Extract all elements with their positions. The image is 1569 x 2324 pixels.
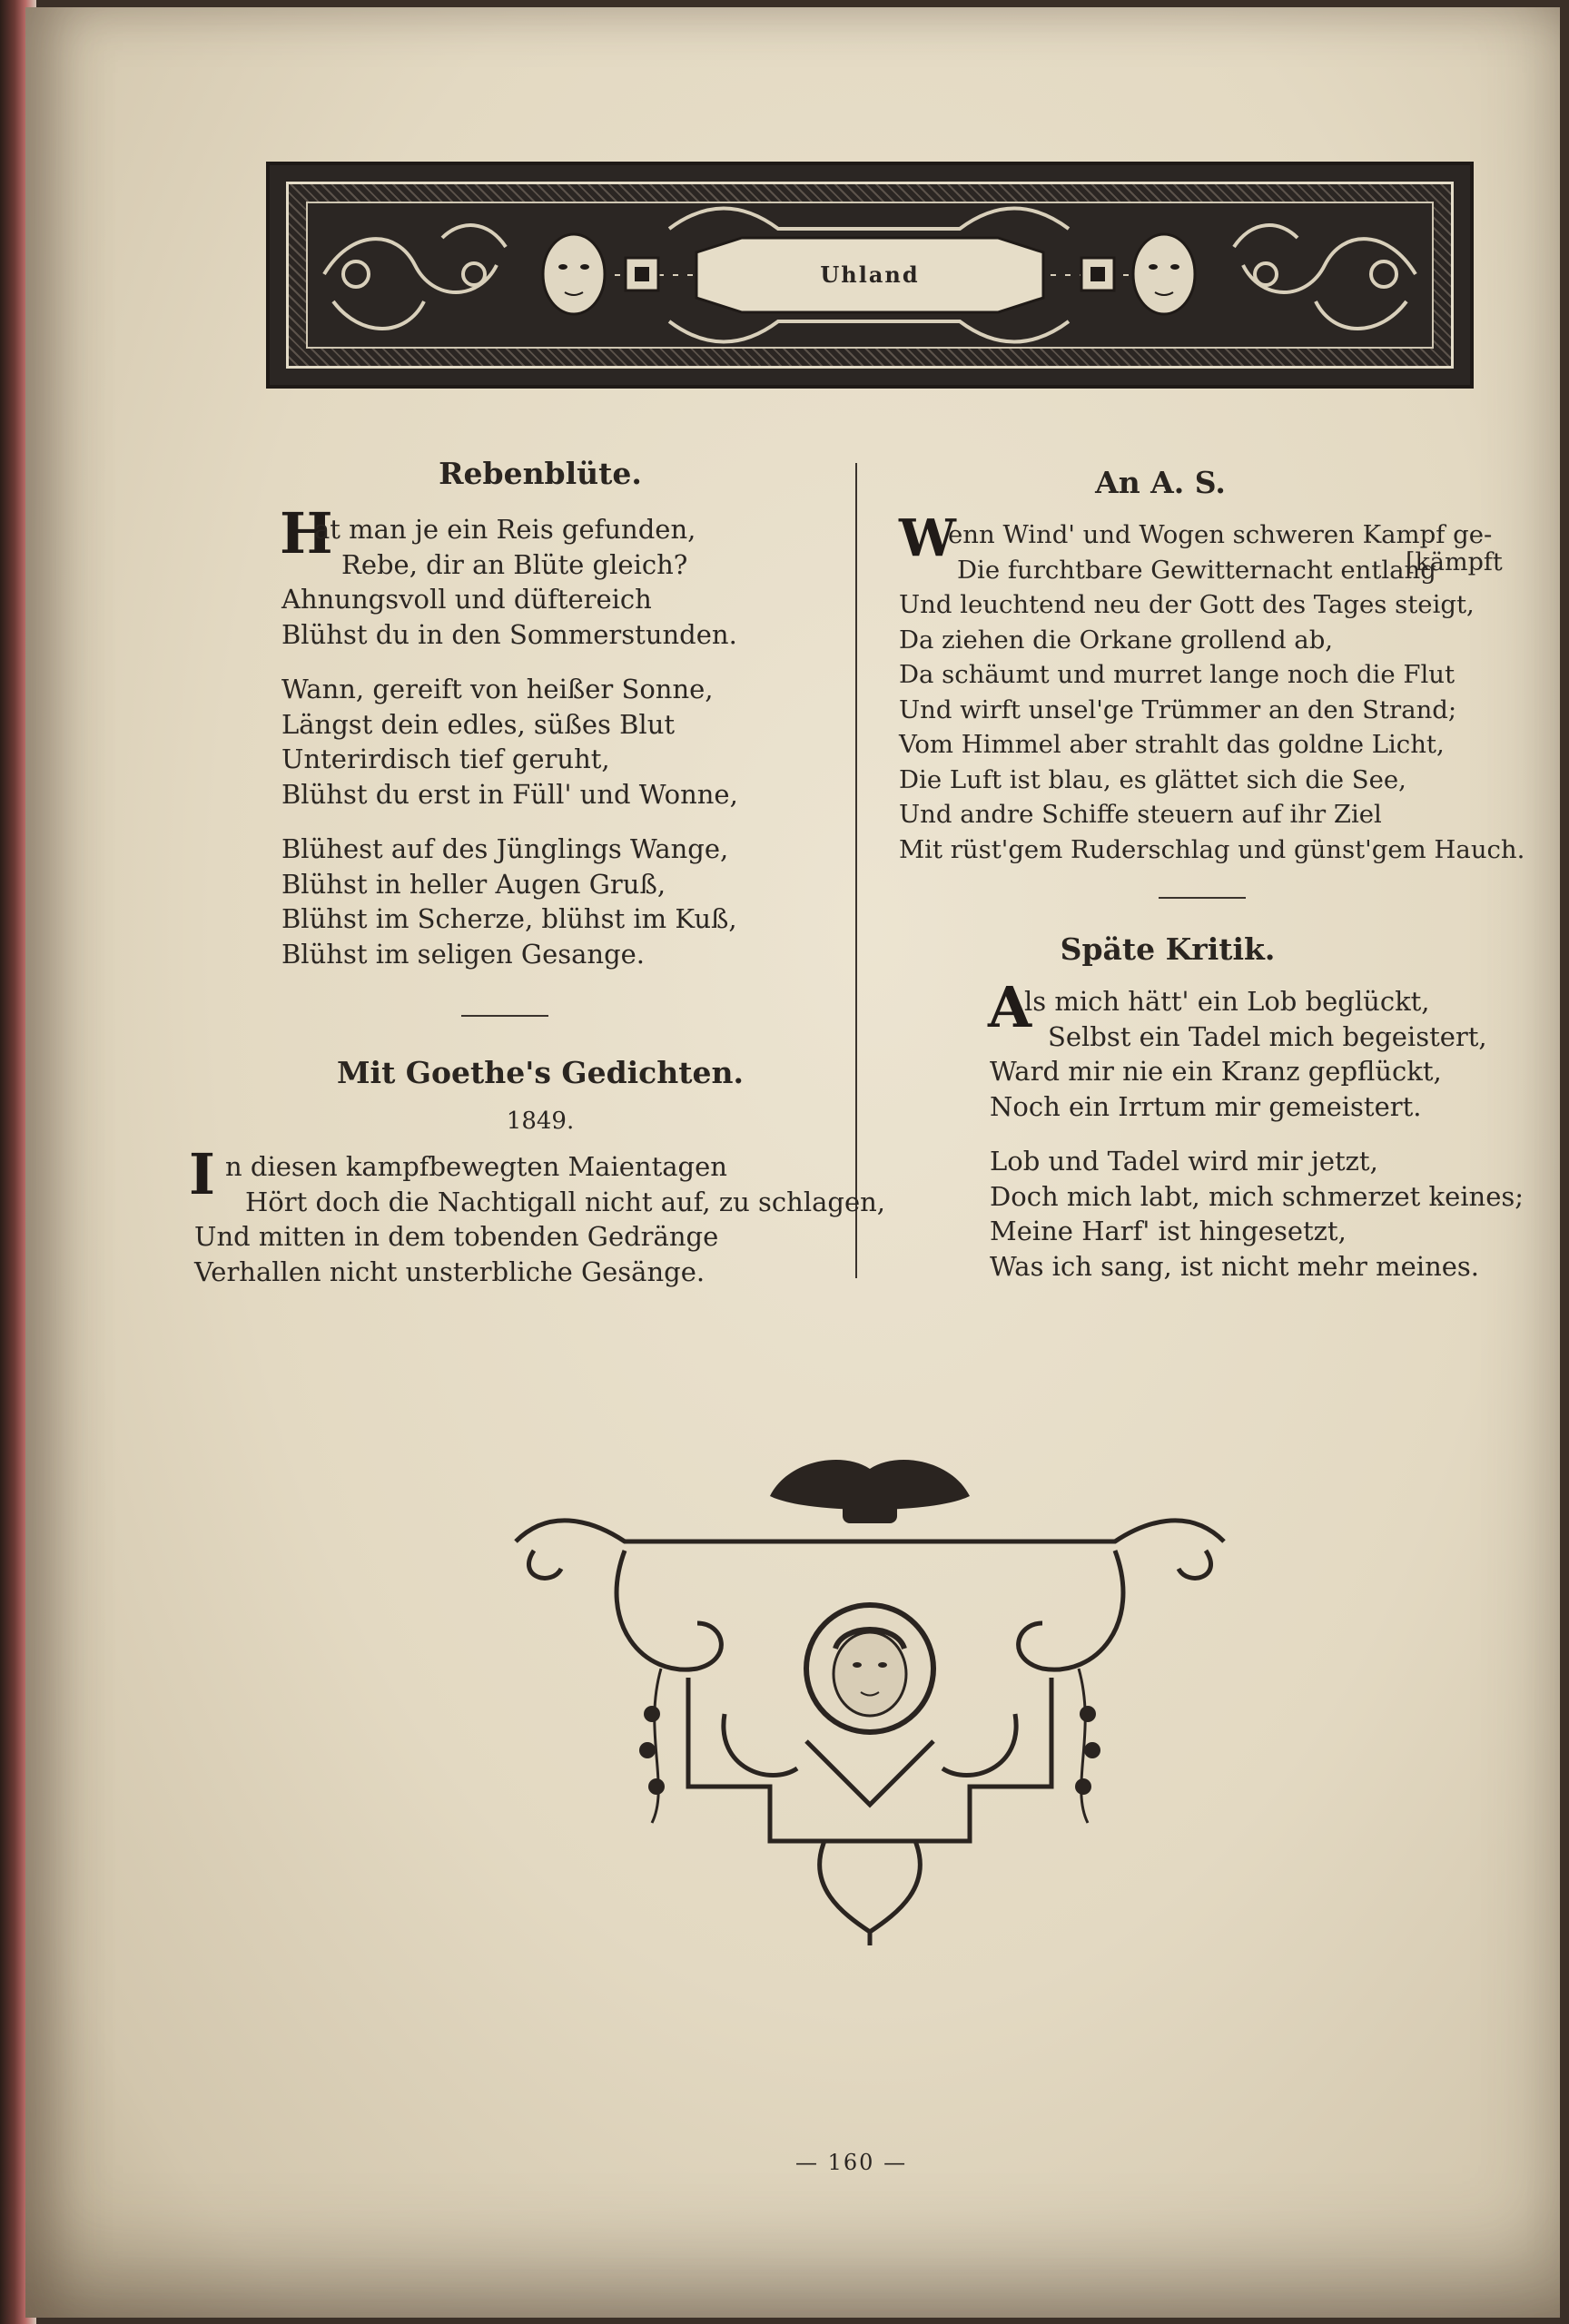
poem-line: Meine Harf' ist hingesetzt, — [990, 1216, 1347, 1246]
banner-author-label: Uhland — [820, 261, 920, 288]
poem-line: Blühst im seligen Gesange. — [281, 938, 646, 970]
poem-line: Blühst du erst in Füll' und Wonne, — [281, 778, 738, 810]
poem-line: Unterirdisch tief geruht, — [281, 743, 610, 774]
dropcap-an-as: W — [899, 508, 956, 568]
poem-year: 1849. — [506, 1108, 575, 1135]
poem-line: ls mich hätt' ein Lob beglückt, — [1024, 986, 1430, 1017]
poem-line: Die furchtbare Gewitternacht entlang — [957, 555, 1436, 585]
poem-line: Blühest auf des Jünglings Wange, — [281, 833, 729, 864]
poem-line: Wann, gereift von heißer Sonne, — [281, 674, 714, 704]
dropcap-rebenbluete: H — [280, 500, 333, 566]
dropcap-spaete-kritik: A — [988, 974, 1032, 1040]
poem-line: Selbst ein Tadel mich begeistert, — [1048, 1020, 1487, 1052]
poem-line: Doch mich labt, mich schmerzet keines; — [990, 1180, 1525, 1212]
ornamental-header-banner — [266, 162, 1474, 389]
poem-line: enn Wind' und Wogen schweren Kampf ge- — [948, 520, 1493, 549]
poem-line: Und mitten in dem tobenden Gedränge — [194, 1221, 719, 1252]
poem-line: Und leuchtend neu der Gott des Tages steigt, — [899, 590, 1475, 619]
poem-body-rebenbluete — [281, 512, 738, 971]
poem-line: Blühst in heller Augen Gruß, — [281, 868, 666, 900]
hyphen-continuation: [kämpft — [1406, 548, 1503, 576]
poem-line: Ward mir nie ein Kranz gepflückt, — [990, 1056, 1442, 1087]
poem-line: Vom Himmel aber strahlt das goldne Licht, — [899, 730, 1445, 759]
dropcap-goethe: I — [189, 1141, 216, 1207]
cherub-vignette-icon — [498, 1442, 1242, 1950]
poem-line: Da schäumt und murret lange noch die Flut — [899, 660, 1455, 689]
page-number: — 160 — — [795, 2150, 908, 2175]
poem-line: Hört doch die Nachtigall nicht auf, zu schlagen, — [245, 1186, 886, 1217]
poem-line: n diesen kampfbewegten Maientagen — [225, 1151, 727, 1182]
poem-line: Mit rüst'gem Ruderschlag und günst'gem Hauch. — [899, 834, 1525, 864]
poem-line: Da ziehen die Orkane grollend ab, — [899, 625, 1334, 655]
poem-title-rebenbluete: Rebenblüte. — [439, 456, 642, 491]
poem-line: Und andre Schiffe steuern auf ihr Ziel — [899, 800, 1382, 829]
poem-body-spaete-kritik — [990, 984, 1524, 1284]
section-divider — [461, 1015, 548, 1017]
poem-line: Ahnungsvoll und düftereich — [281, 584, 652, 615]
poem-line: Die Luft ist blau, es glättet sich die See, — [899, 764, 1406, 794]
poem-line: Blühst du in den Sommerstunden. — [281, 618, 737, 650]
poem-line: Und wirft unsel'ge Trümmer an den Strand; — [899, 694, 1457, 724]
poem-line: Noch ein Irrtum mir gemeistert. — [990, 1090, 1422, 1122]
poem-body-goethe — [194, 1149, 885, 1289]
poem-line: Längst dein edles, süßes Blut — [281, 708, 676, 740]
poem-line: at man je ein Reis gefunden, — [314, 514, 696, 545]
poem-line: Was ich sang, ist nicht mehr meines. — [990, 1250, 1480, 1282]
poem-title-goethe: Mit Goethe's Gedichten. — [337, 1055, 744, 1090]
book-page — [25, 7, 1560, 2318]
poem-title-spaete-kritik: Späte Kritik. — [1060, 931, 1276, 967]
poem-title-an-as: An A. S. — [1095, 465, 1226, 500]
poem-line: Verhallen nicht unsterbliche Gesänge. — [194, 1256, 706, 1287]
poem-line: Blühst im Scherze, blühst im Kuß, — [281, 903, 737, 934]
poem-line: Lob und Tadel wird mir jetzt, — [990, 1146, 1378, 1177]
section-divider — [1159, 897, 1246, 899]
poem-line: Rebe, dir an Blüte gleich? — [341, 548, 688, 580]
